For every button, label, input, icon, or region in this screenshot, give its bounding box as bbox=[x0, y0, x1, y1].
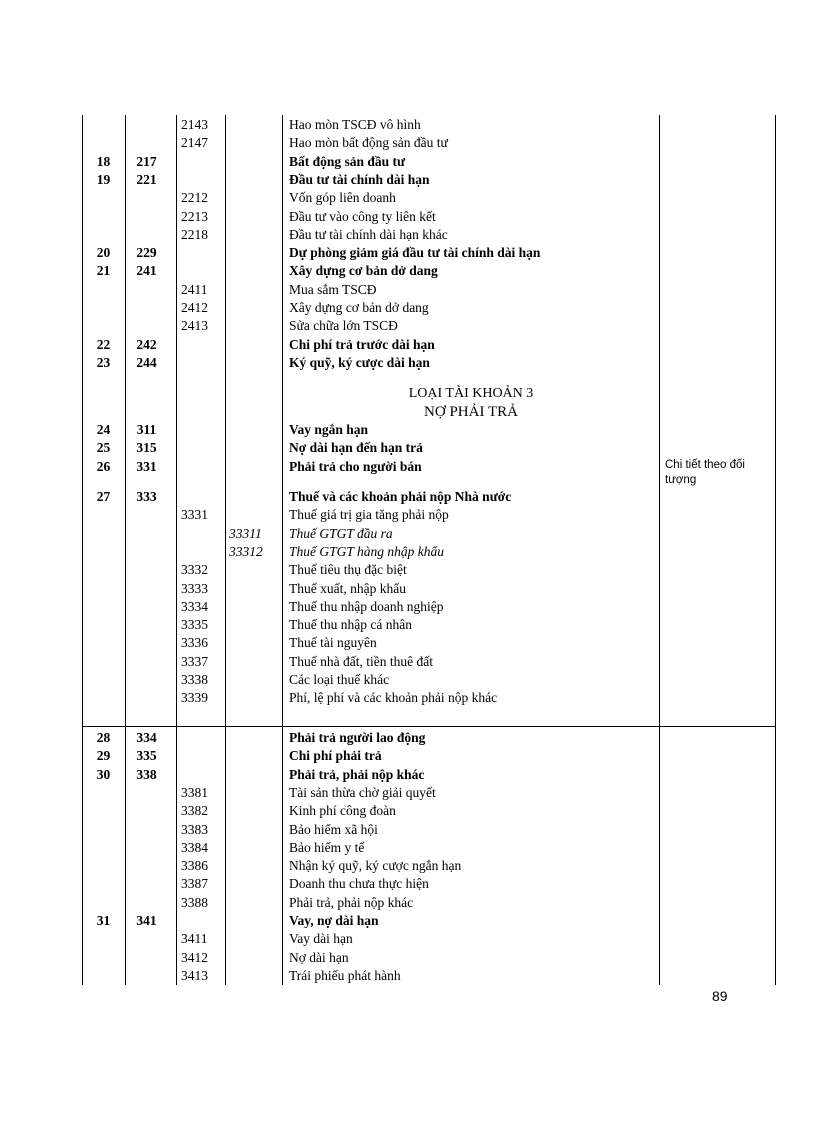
section-heading-line2: NỢ PHẢI TRẢ bbox=[424, 404, 518, 420]
account-name: Nhận ký quỹ, ký cược ngắn hạn bbox=[289, 858, 462, 874]
account-name: Hao mòn TSCĐ vô hình bbox=[289, 117, 421, 132]
detail-note: Chi tiết theo đối tượng bbox=[665, 459, 745, 486]
row-number: 27 bbox=[96, 489, 111, 504]
table-row bbox=[0, 208, 816, 226]
sub-account-code: 3331 bbox=[181, 507, 208, 523]
table-row bbox=[0, 439, 816, 457]
account-code: 341 bbox=[136, 913, 157, 928]
section-heading-line1: LOẠI TÀI KHOẢN 3 bbox=[408, 386, 534, 401]
account-name: Đầu tư tài chính dài hạn khác bbox=[289, 226, 448, 242]
table-row bbox=[0, 839, 816, 857]
account-name: Thuế và các khoản phải nộp Nhà nước bbox=[289, 489, 512, 504]
table-row bbox=[0, 747, 816, 765]
account-name: Thuế GTGT hàng nhập khẩu bbox=[289, 543, 445, 559]
table-row bbox=[0, 580, 816, 598]
sub-account-code: 3381 bbox=[181, 784, 208, 800]
row-number: 28 bbox=[96, 730, 111, 745]
table-row bbox=[0, 153, 816, 171]
table-row bbox=[0, 354, 816, 372]
table-row bbox=[0, 653, 816, 671]
account-name: Chi phí phải trả bbox=[289, 748, 382, 764]
account-name: Kinh phí công đoàn bbox=[289, 803, 396, 819]
account-name: Mua sắm TSCĐ bbox=[289, 281, 377, 297]
account-name: Phí, lệ phí và các khoản phải nộp khác bbox=[289, 690, 498, 706]
table-row bbox=[0, 802, 816, 820]
table-row bbox=[0, 299, 816, 317]
table-row bbox=[0, 930, 816, 948]
table-row bbox=[0, 875, 816, 893]
account-name: Đầu tư vào công ty liên kết bbox=[289, 208, 436, 224]
account-name: Vốn góp liên doanh bbox=[289, 190, 396, 206]
account-name: Doanh thu chưa thực hiện bbox=[289, 876, 429, 892]
sub-account-code: 3333 bbox=[181, 580, 208, 596]
sub-account-code: 2147 bbox=[181, 135, 208, 151]
account-code: 229 bbox=[136, 245, 157, 261]
account-name: Ký quỹ, ký cược dài hạn bbox=[289, 354, 430, 370]
table-row bbox=[0, 821, 816, 839]
sub-account-code: 3384 bbox=[181, 839, 208, 855]
account-code: 311 bbox=[136, 422, 157, 437]
account-name: Bảo hiểm y tế bbox=[289, 839, 365, 855]
account-name: Tài sản thừa chờ giải quyết bbox=[289, 784, 436, 800]
page-number: 89 bbox=[712, 988, 728, 1004]
row-number: 23 bbox=[96, 354, 111, 370]
account-name: Hao mòn bất động sản đầu tư bbox=[289, 135, 448, 151]
account-name: Thuế xuất, nhập khẩu bbox=[289, 580, 406, 596]
row-number: 22 bbox=[96, 336, 111, 352]
row-number: 25 bbox=[96, 440, 111, 456]
account-name: Vay ngắn hạn bbox=[289, 422, 369, 437]
sub-account-code: 2143 bbox=[181, 117, 208, 132]
account-name: Nợ dài hạn đến hạn trả bbox=[289, 440, 423, 456]
detail-account-code: 33311 bbox=[229, 525, 262, 541]
table-row bbox=[0, 116, 816, 134]
sub-account-code: 2412 bbox=[181, 300, 208, 315]
account-code: 335 bbox=[136, 748, 157, 764]
account-code: 221 bbox=[136, 171, 157, 187]
account-name: Xây dựng cơ bản dở dang bbox=[289, 300, 429, 315]
sub-account-code: 2213 bbox=[181, 208, 208, 224]
account-code: 244 bbox=[136, 354, 157, 370]
table-row bbox=[0, 894, 816, 912]
account-name: Đầu tư tài chính dài hạn bbox=[289, 171, 430, 187]
table-row bbox=[0, 784, 816, 802]
row-number: 31 bbox=[96, 913, 111, 928]
row-number: 19 bbox=[96, 171, 111, 187]
table-row bbox=[0, 226, 816, 244]
table-row bbox=[0, 543, 816, 561]
table-row bbox=[0, 561, 816, 579]
table-row bbox=[0, 281, 816, 299]
section-divider bbox=[82, 726, 776, 727]
row-number: 24 bbox=[96, 422, 111, 437]
sub-account-code: 3339 bbox=[181, 690, 208, 706]
table-row bbox=[0, 671, 816, 689]
row-number: 29 bbox=[96, 748, 111, 764]
account-name: Thuế GTGT đầu ra bbox=[289, 525, 393, 541]
table-row bbox=[0, 421, 816, 439]
account-name: Thuế tài nguyên bbox=[289, 635, 377, 651]
sub-account-code: 2413 bbox=[181, 318, 208, 334]
sub-account-code: 3336 bbox=[181, 635, 208, 651]
table-row bbox=[0, 525, 816, 543]
row-number: 18 bbox=[96, 153, 111, 169]
row-number: 20 bbox=[96, 245, 111, 261]
sub-account-code: 2218 bbox=[181, 226, 208, 242]
detail-account-code: 33312 bbox=[229, 543, 263, 559]
account-name: Bất động sản đầu tư bbox=[289, 153, 406, 169]
account-name: Bảo hiểm xã hội bbox=[289, 821, 378, 837]
table-row bbox=[0, 634, 816, 652]
sub-account-code: 3334 bbox=[181, 598, 208, 614]
table-row bbox=[0, 262, 816, 280]
account-code: 331 bbox=[136, 458, 157, 474]
account-name: Xây dựng cơ bản dở dang bbox=[289, 263, 438, 279]
sub-account-code: 3412 bbox=[181, 949, 208, 965]
account-name: Vay dài hạn bbox=[289, 931, 353, 947]
account-name: Chi phí trả trước dài hạn bbox=[289, 336, 435, 352]
account-code: 241 bbox=[136, 263, 157, 279]
account-name: Dự phòng giảm giá đầu tư tài chính dài hạn bbox=[289, 245, 541, 261]
table-row bbox=[0, 949, 816, 967]
row-number: 21 bbox=[96, 263, 111, 279]
table-row bbox=[0, 729, 816, 747]
account-name: Sửa chữa lớn TSCĐ bbox=[289, 318, 398, 334]
account-name: Thuế thu nhập cá nhân bbox=[289, 617, 412, 633]
account-name: Các loại thuế khác bbox=[289, 672, 390, 687]
table-row bbox=[0, 912, 816, 930]
account-name: Phải trả người lao động bbox=[289, 730, 426, 745]
table-row bbox=[0, 244, 816, 262]
sub-account-code: 3413 bbox=[181, 967, 208, 983]
table-row bbox=[0, 616, 816, 634]
sub-account-code: 2411 bbox=[181, 281, 208, 297]
table-row bbox=[0, 967, 816, 985]
sub-account-code: 3382 bbox=[181, 803, 208, 819]
sub-account-code: 3335 bbox=[181, 617, 208, 633]
account-code: 242 bbox=[136, 336, 157, 352]
account-code: 217 bbox=[136, 153, 157, 169]
account-code: 333 bbox=[136, 489, 157, 504]
account-name: Thuế thu nhập doanh nghiệp bbox=[289, 598, 444, 614]
table-row bbox=[0, 857, 816, 875]
sub-account-code: 3337 bbox=[181, 653, 208, 669]
table-row bbox=[0, 171, 816, 189]
sub-account-code: 3332 bbox=[181, 562, 208, 578]
account-name: Nợ dài hạn bbox=[289, 949, 349, 965]
sub-account-code: 3388 bbox=[181, 894, 208, 910]
account-code: 315 bbox=[136, 440, 157, 456]
table-row bbox=[0, 506, 816, 524]
account-name: Phải trả, phải nộp khác bbox=[289, 766, 425, 782]
account-name: Thuế tiêu thụ đặc biệt bbox=[289, 562, 407, 578]
sub-account-code: 2212 bbox=[181, 190, 208, 206]
table-row bbox=[0, 336, 816, 354]
account-name: Phải trả, phải nộp khác bbox=[289, 894, 414, 910]
row-number: 30 bbox=[96, 766, 111, 782]
section-heading bbox=[283, 384, 659, 422]
table-row bbox=[0, 766, 816, 784]
sub-account-code: 3383 bbox=[181, 821, 208, 837]
table-row bbox=[0, 134, 816, 152]
account-code: 334 bbox=[136, 730, 157, 745]
table-row bbox=[0, 598, 816, 616]
table-row bbox=[0, 488, 816, 506]
sub-account-code: 3338 bbox=[181, 672, 208, 687]
account-code: 338 bbox=[136, 766, 157, 782]
sub-account-code: 3387 bbox=[181, 876, 208, 892]
account-name: Trái phiếu phát hành bbox=[289, 967, 401, 983]
account-name: Thuế giá trị gia tăng phải nộp bbox=[289, 507, 449, 523]
sub-account-code: 3411 bbox=[181, 931, 208, 947]
sub-account-code: 3386 bbox=[181, 858, 208, 874]
table-row bbox=[0, 189, 816, 207]
table-row bbox=[0, 317, 816, 335]
row-number: 26 bbox=[96, 458, 111, 474]
account-name: Phải trả cho người bán bbox=[289, 458, 422, 474]
table-row bbox=[0, 689, 816, 707]
account-name: Thuế nhà đất, tiền thuê đất bbox=[289, 653, 433, 669]
account-name: Vay, nợ dài hạn bbox=[289, 913, 379, 928]
